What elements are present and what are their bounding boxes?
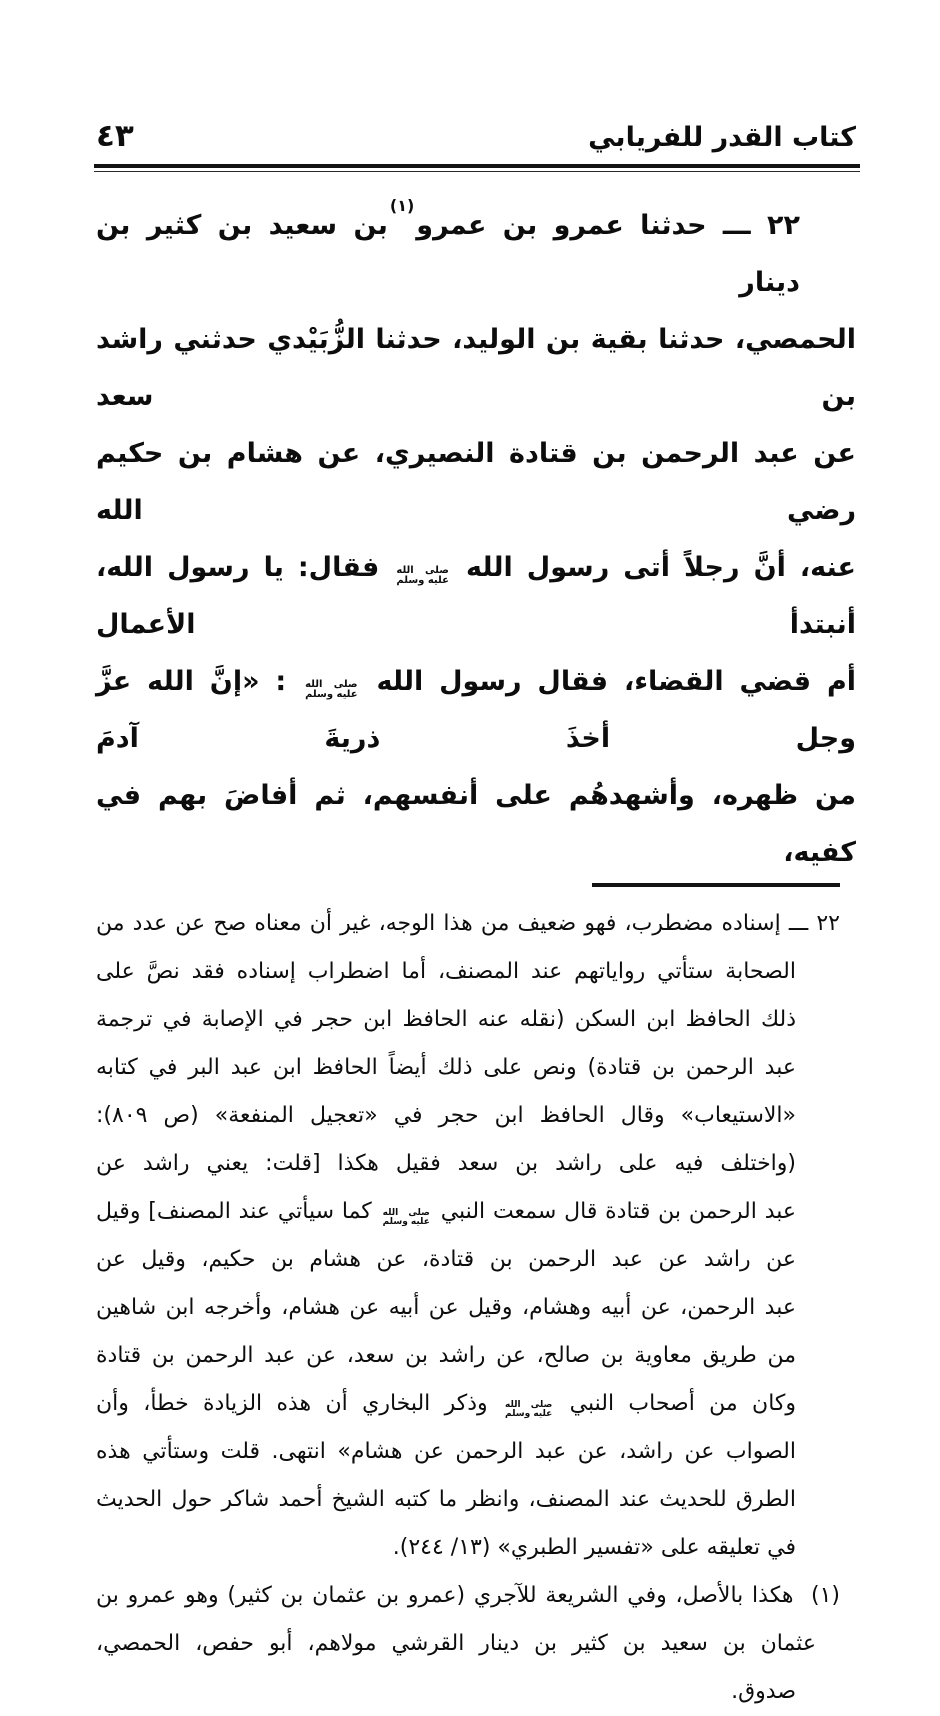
header-rule-thick (94, 164, 860, 168)
footnote-line-text: عبد الرحمن بن قتادة قال سمعت النبي (440, 1199, 797, 1224)
pbuh-seal: صلى الله عليه وسلم (305, 678, 358, 700)
main-line-text: بن سعيد بن كثير بن دينار (96, 210, 800, 298)
footnote-22-line: من طريق معاوية بن صالح، عن راشد بن سعد، عن عبد الرحمن بن قتادة (96, 1343, 796, 1368)
header-rule (96, 164, 856, 172)
footnote-22-line: «الاستيعاب» وقال الحافظ ابن حجر في «تعجيل المنفعة» (ص ٨٠٩): (96, 1103, 796, 1128)
footnote-22-line: (واختلف فيه على راشد بن سعد فقيل هكذا [قلت: يعني راشد عن (96, 1151, 796, 1176)
footnote-22-line: عبد الرحمن، عن أبيه وهشام، وقيل عن أبيه عن هشام، وأخرجه ابن شاهين (96, 1295, 796, 1320)
footnote-line-text: وكان من أصحاب النبي (569, 1391, 796, 1416)
main-text-line: من ظهره، وأشهدهُم على أنفسهم، ثم أفاضَ بهم في كفيه، (96, 780, 856, 868)
main-line-text: عنه، أنَّ رجلاً أتى رسول الله (465, 552, 856, 583)
footnote-separator-rule (592, 883, 840, 887)
pbuh-seal: صلى الله عليه وسلم (505, 1399, 553, 1419)
footnote-22-line: الطرق للحديث عند المصنف، وانظر ما كتبه الشيخ أحمد شاكر حول الحديث (96, 1487, 796, 1512)
page-number: ٤٣ (96, 118, 134, 154)
book-title: كتاب القدر للفريابي (588, 122, 856, 153)
main-line-text: : «إنَّ الله عزَّ وجل أخذَ ذريةَ آدمَ (96, 666, 856, 754)
pbuh-seal: صلى الله عليه وسلم (382, 1207, 430, 1227)
footnote-1-line: (١) هكذا بالأصل، وفي الشريعة للآجري (عمرو بن عثمان بن كثير) وهو عمرو بن (96, 1583, 840, 1608)
footnote-line-text: وذكر البخاري أن هذه الزيادة خطأ، وأن (96, 1391, 488, 1416)
footnote-22-line (96, 1380, 856, 1428)
footnote-reference: (١) (389, 196, 415, 215)
footnote-22-line: عن راشد عن عبد الرحمن بن قتادة، عن هشام بن حكيم، وقيل عن (96, 1247, 796, 1272)
main-text-line (96, 539, 856, 653)
main-text-line (96, 653, 856, 767)
page-header (96, 118, 856, 154)
footnotes (96, 900, 856, 1716)
header-rule-thin (94, 171, 860, 172)
footnote-line-text: كما سيأتي عند المصنف] وقيل (96, 1199, 372, 1224)
footnote-22-line: في تعليقه على «تفسير الطبري» (١٣/ ٢٤٤). (392, 1535, 796, 1560)
footnote-1-line: عثمان بن سعيد بن كثير بن دينار القرشي مولاهم، أبو حفص، الحمصي، (96, 1631, 816, 1656)
footnote-22-line: ذلك الحافظ ابن السكن (نقله عنه الحافظ ابن حجر في الإصابة في ترجمة (96, 1007, 796, 1032)
footnote-22-line: الصواب عن راشد، عن عبد الرحمن عن هشام» انتهى. قلت وستأتي هذه (96, 1439, 796, 1464)
footnote-22-line: ٢٢ ـــ إسناده مضطرب، فهو ضعيف من هذا الوجه، غير أن معناه صح عن عدد من (96, 911, 840, 936)
main-line-text: ٢٢ ـــ حدثنا عمرو بن عمرو (416, 210, 800, 241)
footnote-22-line: الصحابة ستأتي رواياتهم عند المصنف، أما اضطراب إسناده فقد نصَّ على (96, 959, 796, 984)
footnote-22-line (96, 1188, 856, 1236)
main-text (96, 190, 856, 881)
main-text-line (96, 190, 856, 311)
main-line-text: أم قضي القضاء، فقال رسول الله (376, 666, 856, 697)
footnote-22-line: عبد الرحمن بن قتادة) ونص على ذلك أيضاً الحافظ ابن عبد البر في كتابه (96, 1055, 796, 1080)
main-text-line: عن عبد الرحمن بن قتادة النصيري، عن هشام بن حكيم رضي الله (96, 438, 856, 526)
main-line-text: فقال: يا رسول الله، أنبتدأ الأعمال (96, 552, 856, 640)
footnote-1-line: صدوق. (731, 1679, 796, 1704)
main-text-line: الحمصي، حدثنا بقية بن الوليد، حدثنا الزُّبَيْدي حدثني راشد بن سعد (96, 324, 856, 412)
pbuh-seal: صلى الله عليه وسلم (396, 564, 449, 586)
